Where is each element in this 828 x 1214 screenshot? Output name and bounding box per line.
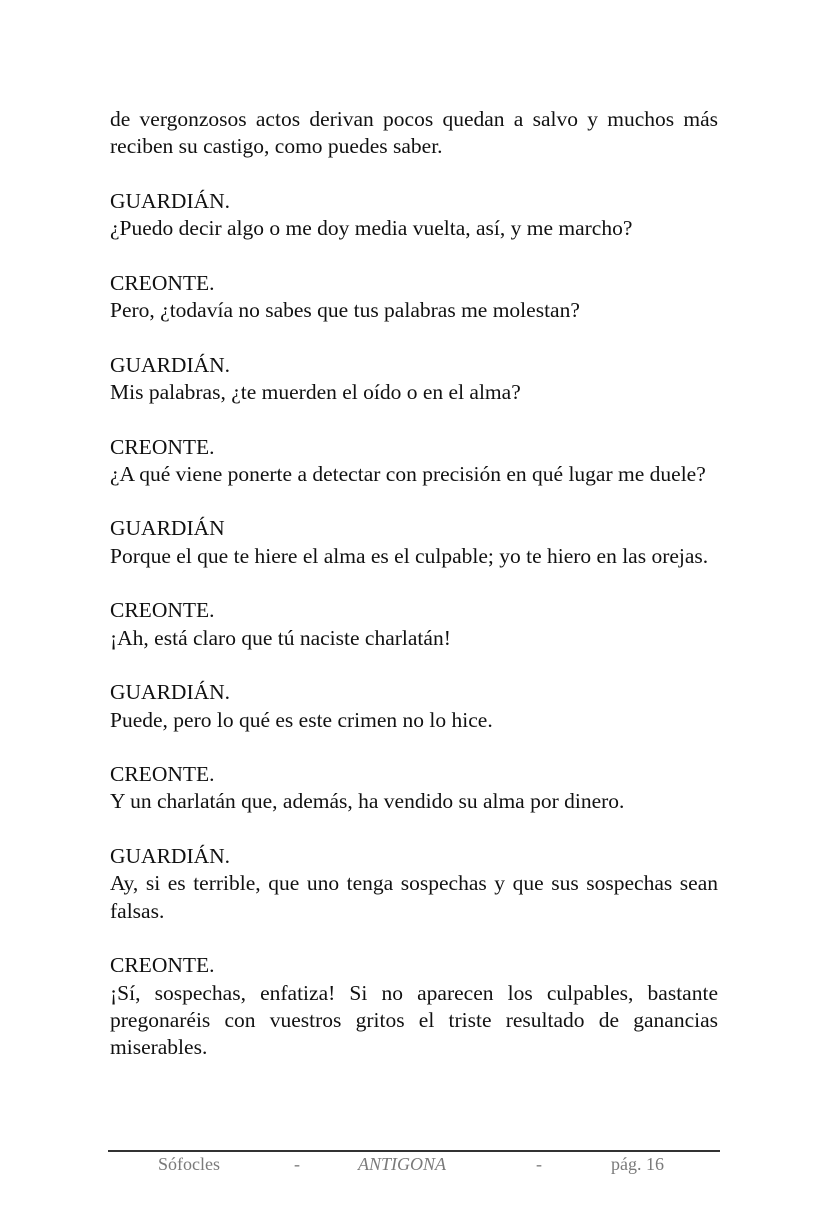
page-body	[110, 106, 718, 1089]
speaker-name: GUARDIÁN	[110, 516, 225, 541]
dialogue-block	[110, 679, 718, 734]
speaker-name: CREONTE.	[110, 762, 215, 787]
dialogue-block	[110, 952, 718, 1061]
speaker-name: GUARDIÁN.	[110, 352, 231, 377]
footer-separator: -	[536, 1154, 542, 1174]
speaker-name: CREONTE.	[110, 598, 215, 623]
speech-text: ¿Puedo decir algo o me doy media vuelta, así, y me marcho?	[110, 216, 633, 241]
speaker-name: GUARDIÁN.	[110, 680, 231, 705]
speaker-name: GUARDIÁN.	[110, 844, 231, 869]
speech-text: Ay, si es terrible, que uno tenga sospechas y que sus sospechas sean falsas.	[110, 871, 718, 923]
speaker-name: CREONTE.	[110, 270, 215, 295]
page-footer	[108, 1152, 720, 1180]
dialogue-block	[110, 352, 718, 407]
dialogue-block	[110, 515, 718, 570]
speech-text: Mis palabras, ¿te muerden el oído o en el alma?	[110, 379, 521, 404]
dialogue-block	[110, 188, 718, 243]
opening-paragraph: de vergonzosos actos derivan pocos quedan a salvo y muchos más reciben su castigo, como puedes saber.	[110, 107, 718, 159]
footer-title: ANTIGONA	[358, 1154, 447, 1174]
speech-text: Puede, pero lo qué es este crimen no lo hice.	[110, 707, 493, 732]
speaker-name: CREONTE.	[110, 434, 215, 459]
dialogue-block	[110, 434, 718, 489]
speech-text: Y un charlatán que, además, ha vendido su alma por dinero.	[110, 789, 625, 814]
dialogue-block	[110, 761, 718, 816]
dialogue-block	[110, 843, 718, 925]
speech-text: Porque el que te hiere el alma es el culpable; yo te hiero en las orejas.	[110, 543, 709, 568]
speech-text: ¡Sí, sospechas, enfatiza! Si no aparecen los culpables, bastante pregonaréis con vuestros gritos el triste resultado de ganancias miserables.	[110, 980, 718, 1060]
speech-text: ¿A qué viene ponerte a detectar con precisión en qué lugar me duele?	[110, 461, 706, 486]
footer-separator: -	[294, 1154, 300, 1174]
speech-text: Pero, ¿todavía no sabes que tus palabras me molestan?	[110, 298, 580, 323]
dialogue-block	[110, 597, 718, 652]
dialogue-block	[110, 270, 718, 325]
speaker-name: CREONTE.	[110, 953, 215, 978]
footer-page-number: pág. 16	[611, 1154, 664, 1174]
speech-text: ¡Ah, está claro que tú naciste charlatán!	[110, 625, 451, 650]
speaker-name: GUARDIÁN.	[110, 188, 231, 213]
footer-author: Sófocles	[158, 1154, 220, 1174]
